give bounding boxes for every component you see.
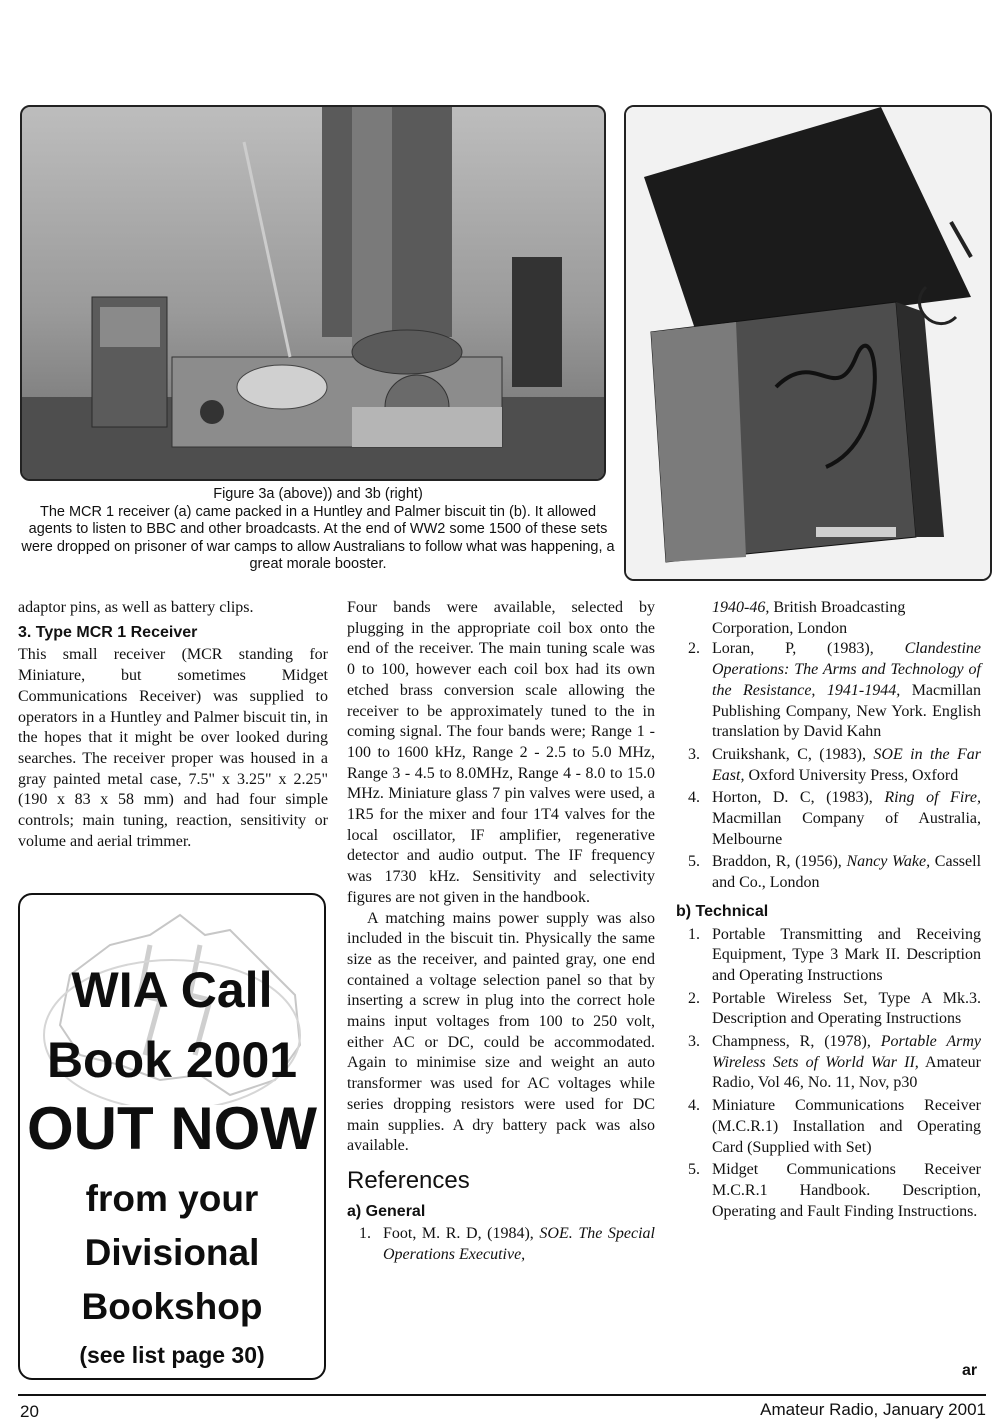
- reference-number: 4.: [688, 1097, 700, 1115]
- technical-reference-4: [676, 1096, 981, 1158]
- column-1-lead-text: adaptor pins, as well as battery clips.: [18, 599, 254, 616]
- article-signoff: ar: [962, 1362, 978, 1379]
- technical-reference-3: [676, 1032, 981, 1094]
- advert-line-4: from your: [85, 1178, 259, 1219]
- general-reference-3: [676, 745, 981, 786]
- column-2-paragraph-2: A matching mains power supply was also included in the biscuit tin. Physically the same size as the receiver, and painted gray, one end contained a voltage selection panel so that by inserting a screw in plug into the correct hole mains input voltages from 100 to 250 volt, either AC or DC, could be accommodated. Again to minimise size and weight an auto transformer was used for AC voltages while series dropping resistors were used for DC main supplies. A dry battery pack was also available.: [347, 909, 655, 1155]
- reference-number: 2.: [688, 640, 700, 658]
- reference-number: 4.: [688, 789, 700, 807]
- technical-reference-1: [676, 925, 981, 987]
- general-references-list-continued: [676, 639, 981, 893]
- biscuit-tin-illustration: [626, 107, 990, 579]
- column-2-paragraph-1: Four bands were available, selected by plugging in the appropriate coil box onto the end of the receiver. The main tuning scale was 0 to 100, however each coil box had its own etched brass conversion scale allowing the receiver to be approximately tuned to the in coming signal. The four bands were; Range 1 - 100 to 1600 kHz, Range 2 - 2.5 to 5.0 MHz, Range 3 - 4.5 to 8.0MHz, Range 4 - 8.0 to 15.0 MHz. Miniature glass 7 pin valves were used, a 1R5 for the mixer and four 1T4 valves for the local oscillator, IF amplifier, regenerative detector and audio output. The IF frequency was 1730 kHz. Sensitivity and selectivity figures are not given in the handbook.: [347, 599, 655, 906]
- reference-text: Loran, P, (1983),: [712, 640, 905, 658]
- photo-mcr1-receiver: [20, 105, 606, 481]
- reference-title: SOE in the Far East,: [712, 745, 981, 784]
- technical-references-list: [676, 925, 981, 1223]
- technical-references-heading: b) Technical: [676, 902, 769, 920]
- column-3: [676, 598, 981, 1224]
- reference-text: British Broadcasting Corporation, London: [712, 599, 906, 637]
- reference-text: Macmillan Publishing Company, New York. English translation by David Kahn: [712, 681, 982, 741]
- advert-line-6: Bookshop: [81, 1286, 263, 1327]
- general-reference-2: [676, 639, 981, 743]
- figure-caption-title: Figure 3a (above)) and 3b (right): [213, 486, 423, 502]
- reference-text: Amateur Radio, Vol 46, No. 11, Nov, p30: [712, 1053, 982, 1092]
- reference-title: Clandestine Operations: The Arms and Technology of the Resistance, 1941-1944,: [712, 640, 981, 699]
- reference-text: Macmillan Company of Australia, Melbourne: [712, 810, 981, 848]
- general-references-heading: a) General: [347, 1202, 426, 1220]
- reference-number: 3.: [688, 745, 700, 763]
- reference-title: Portable Army Wireless Sets of World War II,: [712, 1033, 981, 1071]
- reference-text: Braddon, R, (1956),: [712, 853, 847, 871]
- general-references-list: [347, 1224, 655, 1265]
- advert-line-5: Divisional: [84, 1232, 260, 1273]
- reference-text: Champness, R, (1978),: [712, 1033, 881, 1051]
- column-2: [347, 598, 655, 1268]
- general-reference-1: [347, 1224, 655, 1265]
- publication-footer: Amateur Radio, January 2001: [760, 1400, 986, 1419]
- reference-text: Midget Communications Receiver M.C.R.1 Handbook. Description, Operating and Fault Finding Instructions.: [712, 1161, 981, 1220]
- footer-rule: [18, 1394, 986, 1396]
- reference-title: Ring of Fire,: [884, 789, 981, 807]
- reference-number: 5.: [688, 1161, 700, 1179]
- reference-text: Portable Transmitting and Receiving Equipment, Type 3 Mark II. Description and Operating Instructions: [712, 925, 981, 984]
- references-heading: References: [347, 1166, 470, 1194]
- reference-title: 1940-46,: [712, 599, 770, 616]
- receiver-photo-illustration: [22, 107, 604, 479]
- section-3-heading: 3. Type MCR 1 Receiver: [18, 623, 198, 641]
- reference-text: Portable Wireless Set, Type A Mk.3. Description and Operating Instructions: [712, 989, 981, 1028]
- reference-text: Cassell and Co., London: [712, 853, 982, 892]
- figure-caption-body: The MCR 1 receiver (a) came packed in a Huntley and Palmer biscuit tin (b). It allowed agents to listen to BBC and other broadcasts. At the end of WW2 some 1500 of these sets were dropped on prisoner of war camps to allow Australians to follow what was happening, a great morale booster.: [21, 503, 615, 572]
- general-reference-1-continued: [676, 598, 981, 639]
- reference-title: SOE. The Special Operations Executive,: [383, 1225, 656, 1264]
- technical-reference-2: [676, 989, 981, 1030]
- reference-text: Cruikshank, C, (1983),: [712, 745, 874, 763]
- reference-text: Horton, D. C, (1983),: [712, 789, 885, 807]
- reference-text: Miniature Communications Receiver (M.C.R.1) Installation and Operating Card (Supplied with Set): [712, 1097, 981, 1156]
- reference-text: Oxford University Press, Oxford: [744, 766, 959, 784]
- reference-number: 2.: [688, 989, 700, 1007]
- general-reference-5: [676, 852, 981, 893]
- reference-number: 1.: [359, 1225, 371, 1243]
- page-number: 20: [20, 1402, 39, 1421]
- reference-text: Foot, M. R. D, (1984),: [383, 1225, 540, 1243]
- general-reference-4: [676, 788, 981, 850]
- column-1: [18, 598, 328, 852]
- reference-number: 1.: [688, 925, 700, 943]
- advert-line-2: Book 2001: [46, 1032, 298, 1088]
- reference-number: 5.: [688, 853, 700, 871]
- figure-caption: [20, 486, 616, 574]
- reference-number: 3.: [688, 1033, 700, 1051]
- advert-line-1: WIA Call: [71, 962, 273, 1018]
- reference-title: Nancy Wake,: [846, 853, 931, 871]
- advert-line-7: (see list page 30): [79, 1342, 265, 1368]
- photo-biscuit-tin: [624, 105, 992, 581]
- advert-line-3: OUT NOW: [27, 1095, 317, 1162]
- technical-reference-5: [676, 1160, 981, 1222]
- section-3-paragraph: This small receiver (MCR standing for Miniature, but sometimes Midget Communications Receiver) was supplied to operators in a Huntley and Palmer biscuit tin, in the hopes that it might be over looked during searches. The receiver proper was housed in a gray painted metal case, 7.5" x 3.25" x 2.25" (190 x 83 x 58 mm) and had four simple controls; main tuning, reaction, sensitivity or volume and aerial trimmer.: [18, 646, 328, 850]
- wia-callbook-advert: [18, 893, 326, 1380]
